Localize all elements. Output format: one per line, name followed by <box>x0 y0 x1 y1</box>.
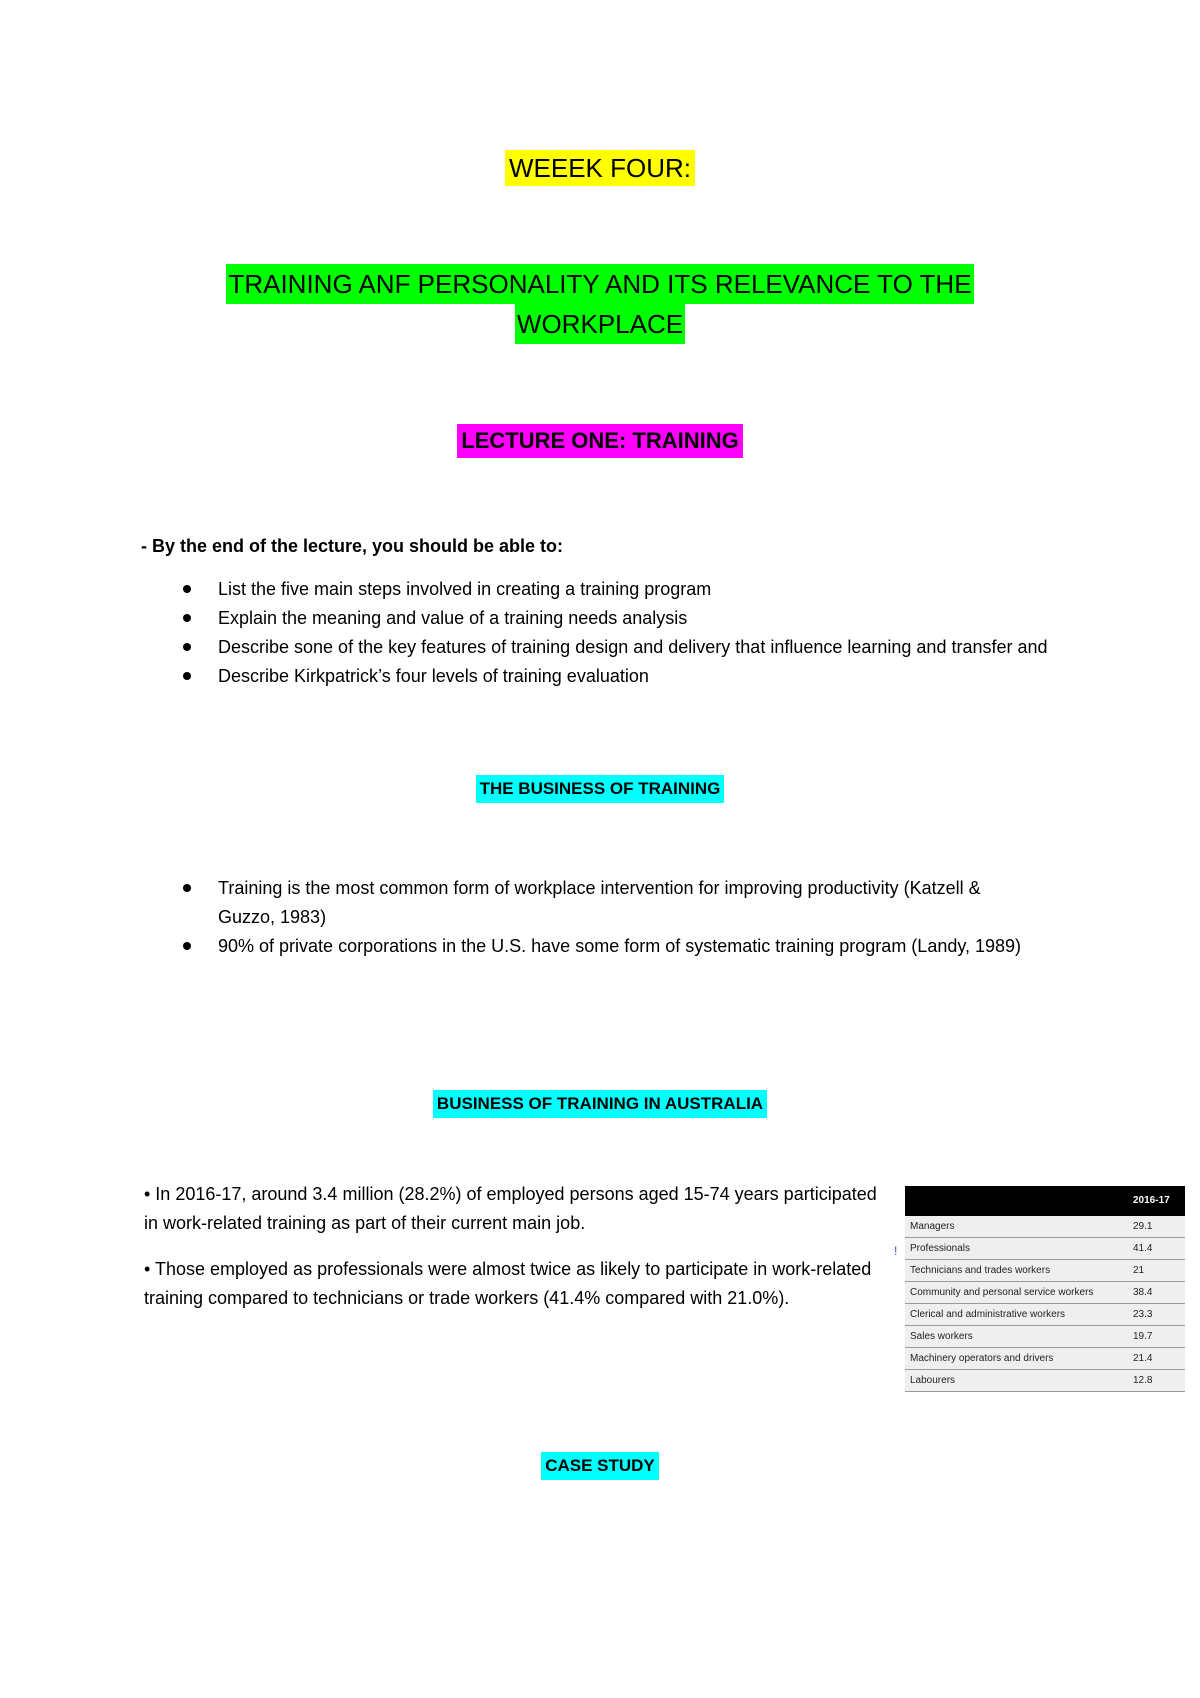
list-item-text: Describe sone of the key features of training design and delivery that influence learning and transfer and <box>218 637 1048 657</box>
table-row-label: Labourers <box>910 1375 956 1386</box>
list-item-text: Explain the meaning and value of a training needs analysis <box>218 608 688 628</box>
list-item <box>170 662 1050 691</box>
table-row <box>905 1348 1185 1370</box>
business-of-training-heading-text: THE BUSINESS OF TRAINING <box>476 775 725 803</box>
case-study-heading-text: CASE STUDY <box>541 1452 659 1480</box>
list-item <box>170 932 1030 961</box>
bullet-icon <box>183 884 191 892</box>
table-row <box>905 1282 1185 1304</box>
table-row-label: Professionals <box>910 1243 971 1254</box>
list-item <box>170 604 1050 633</box>
table-row <box>905 1238 1185 1260</box>
table-column-header: 2016-17 <box>1133 1195 1170 1206</box>
list-item <box>170 874 1030 932</box>
training-in-australia-heading-text: BUSINESS OF TRAINING IN AUSTRALIA <box>433 1090 767 1118</box>
list-item-text: List the five main steps involved in creating a training program <box>218 579 712 599</box>
bullet-icon <box>183 672 191 680</box>
table-row-value: 29.1 <box>1133 1221 1153 1232</box>
table-row-label: Managers <box>910 1221 955 1232</box>
table-row <box>905 1370 1185 1392</box>
australia-paragraph-2: • Those employed as professionals were almost twice as likely to participate in work-related training compared to technicians or trade workers (41.4% compared with 21.0%). <box>144 1259 872 1308</box>
list-item <box>170 633 1050 662</box>
table-row-value: 23.3 <box>1133 1309 1153 1320</box>
week-title <box>0 150 1200 186</box>
table-row-label: Clerical and administrative workers <box>910 1309 1066 1320</box>
table-row-label: Machinery operators and drivers <box>910 1353 1054 1364</box>
australia-paragraph-1: • In 2016-17, around 3.4 million (28.2%) of employed persons aged 15-74 years participated in work-related training as part of their current main job. <box>144 1184 877 1233</box>
bullet-icon <box>183 643 191 651</box>
list-item-text: 90% of private corporations in the U.S. have some form of systematic training program (Landy, 1989) <box>218 936 1022 956</box>
lecture-title <box>0 424 1200 458</box>
table-row-value: 41.4 <box>1133 1243 1153 1254</box>
table-row-label: Community and personal service workers <box>910 1287 1094 1298</box>
list-item-text: Training is the most common form of workplace intervention for improving productivity (Katzell & Guzzo, 1983) <box>218 878 981 927</box>
bullet-icon <box>183 614 191 622</box>
main-title-line-1: TRAINING ANF PERSONALITY AND ITS RELEVANCE TO THE <box>226 264 973 304</box>
table-header <box>905 1186 1185 1216</box>
table-row <box>905 1304 1185 1326</box>
list-item-text: Describe Kirkpatrick’s four levels of training evaluation <box>218 666 649 686</box>
table-row <box>905 1216 1185 1238</box>
main-title <box>0 264 1200 344</box>
training-in-australia-heading <box>0 1090 1200 1118</box>
table-row-value: 12.8 <box>1133 1375 1153 1386</box>
table-row-value: 21.4 <box>1133 1353 1153 1364</box>
table-row-label: Sales workers <box>910 1331 973 1342</box>
week-title-text: WEEEK FOUR: <box>505 150 695 186</box>
table-row <box>905 1326 1185 1348</box>
case-study-heading <box>0 1452 1200 1480</box>
objectives-intro: - By the end of the lecture, you should be able to: <box>141 536 564 556</box>
list-item <box>170 575 1050 604</box>
objectives-list <box>170 575 1050 691</box>
table-marker: ! <box>894 1244 898 1258</box>
business-of-training-list <box>170 874 1030 961</box>
table-row-value: 21 <box>1133 1265 1145 1276</box>
table-row <box>905 1260 1185 1282</box>
table-row-value: 38.4 <box>1133 1287 1153 1298</box>
bullet-icon <box>183 585 191 593</box>
training-participation-table <box>905 1186 1185 1392</box>
bullet-icon <box>183 942 191 950</box>
lecture-title-text: LECTURE ONE: TRAINING <box>457 424 742 458</box>
table-row-label: Technicians and trades workers <box>910 1265 1051 1276</box>
business-of-training-heading <box>0 775 1200 803</box>
table-row-value: 19.7 <box>1133 1331 1153 1342</box>
main-title-line-2: WORKPLACE <box>515 304 685 344</box>
